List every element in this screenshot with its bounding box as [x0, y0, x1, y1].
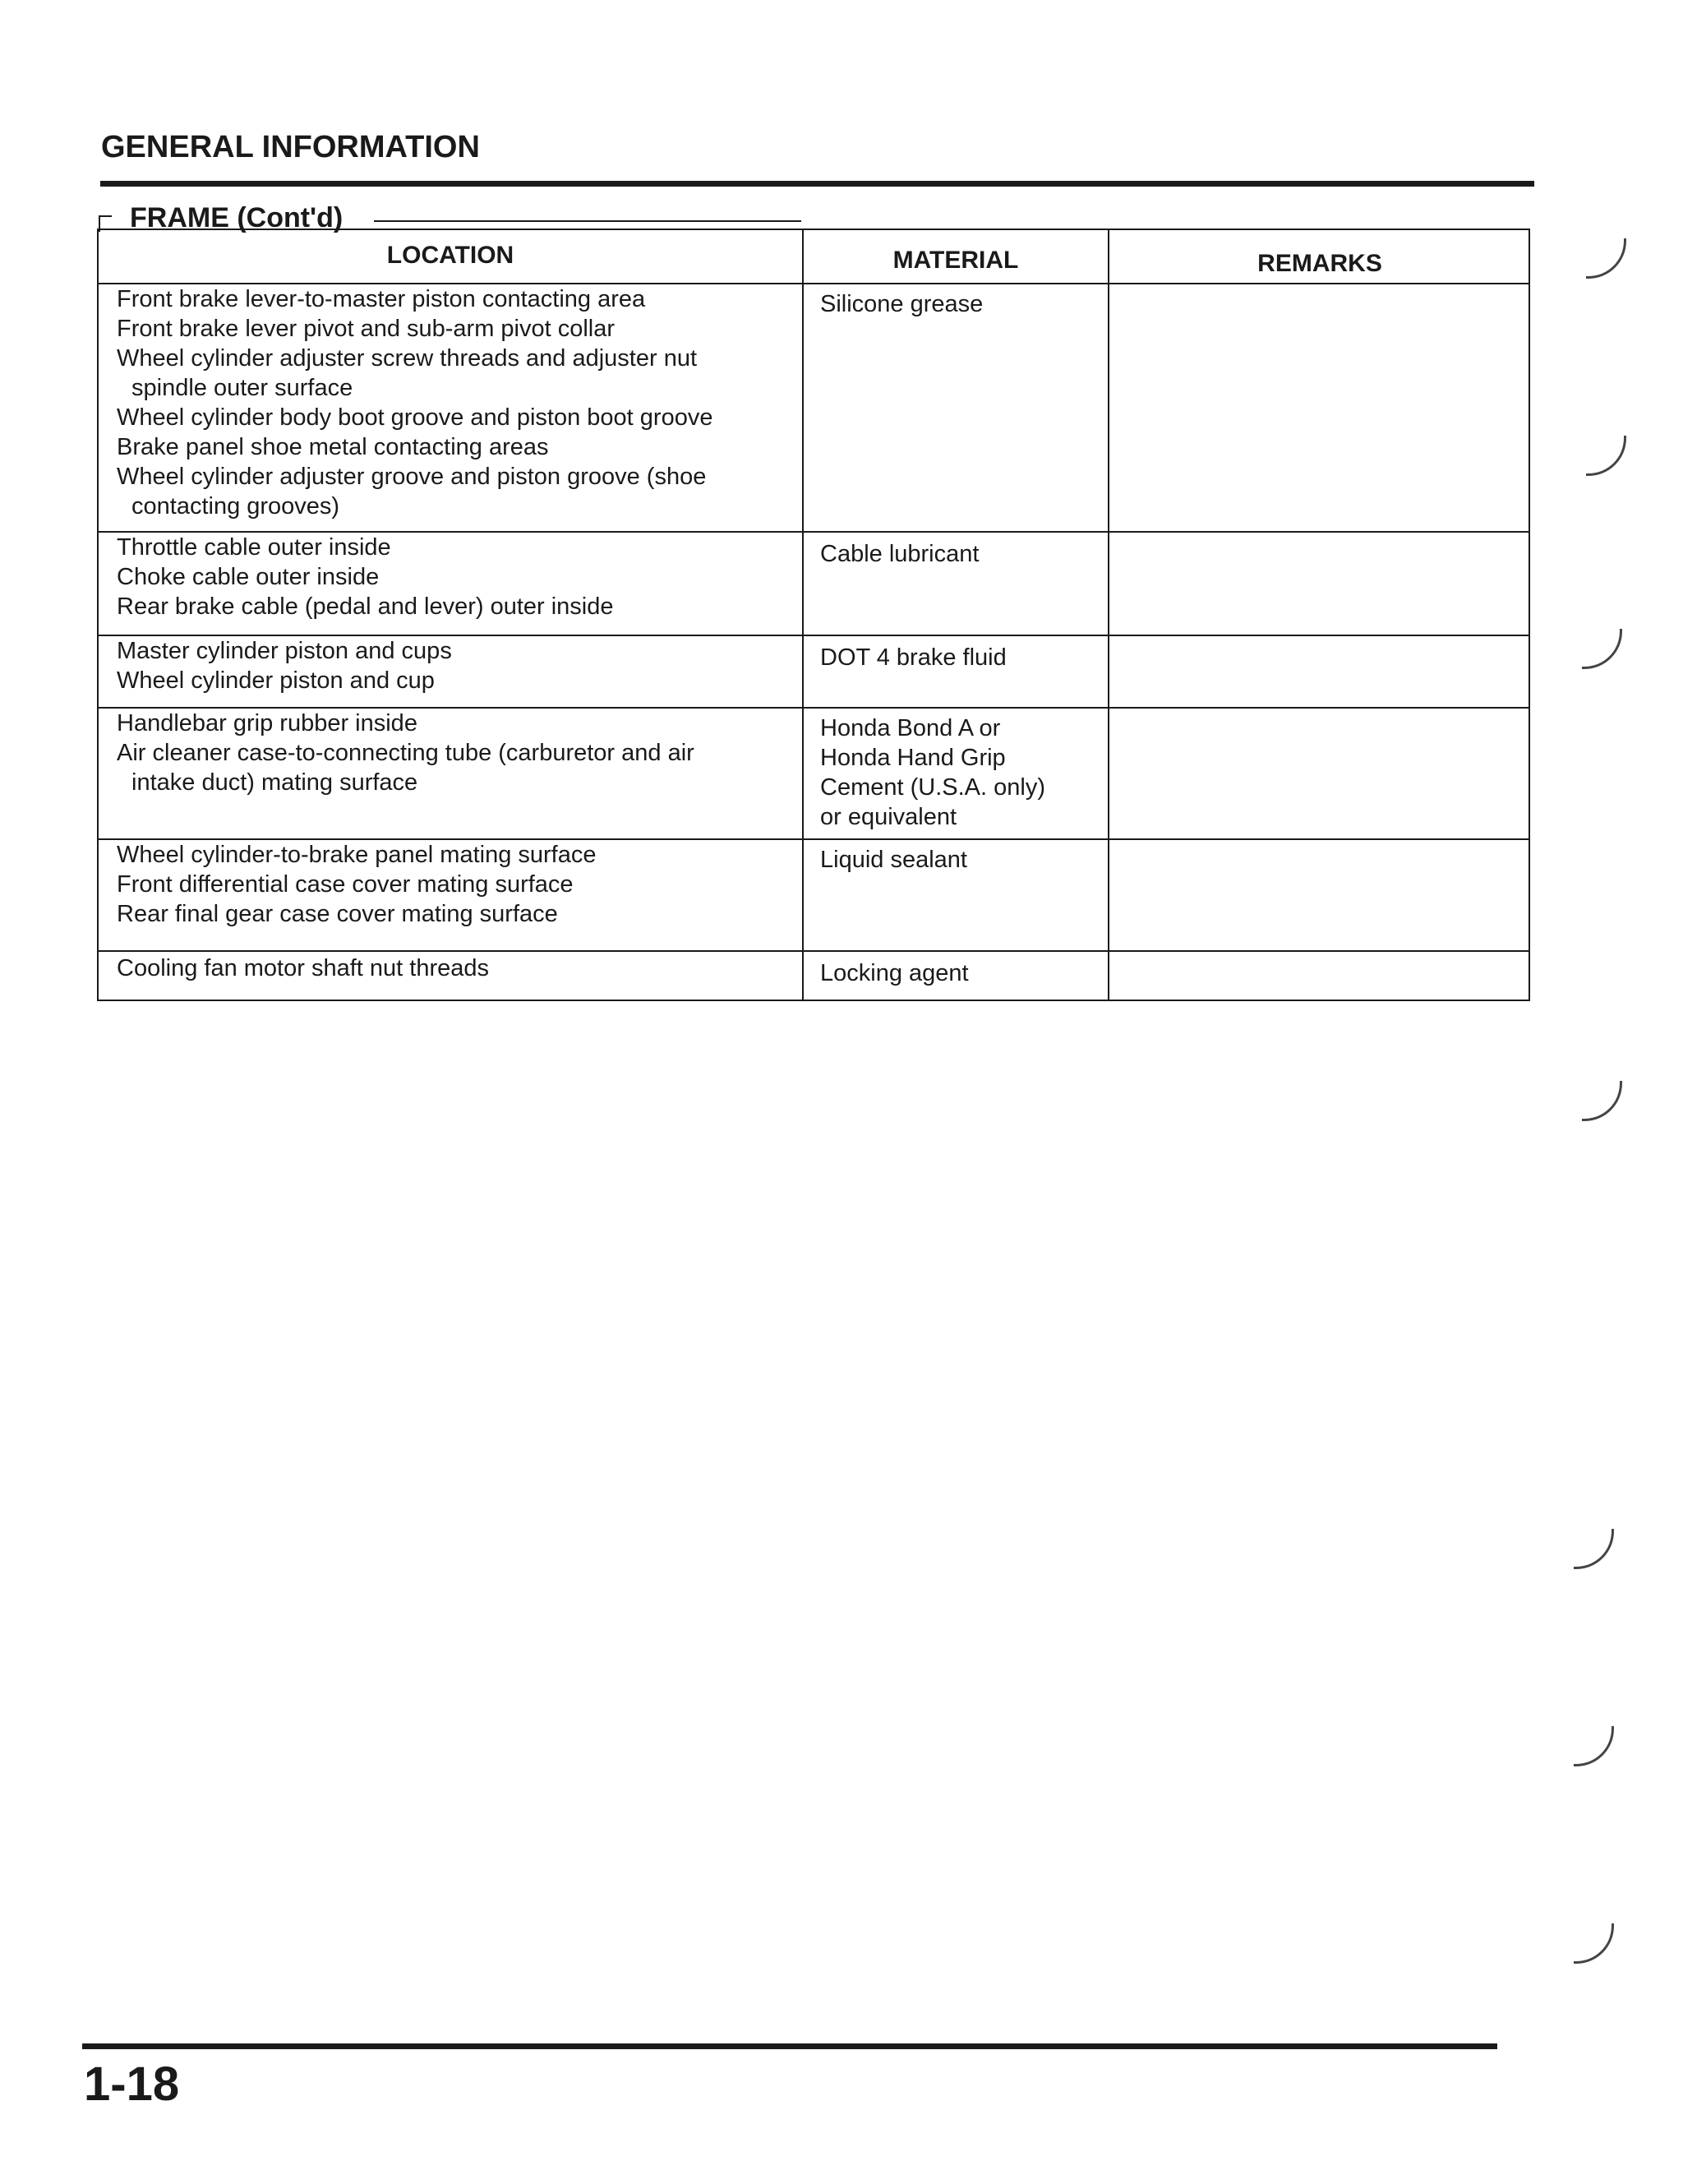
binder-hole-mark: [1586, 436, 1626, 476]
location-line: intake duct) mating surface: [131, 769, 418, 796]
material-line: Honda Hand Grip: [820, 745, 1006, 771]
row-rule: [99, 950, 1529, 952]
location-cell: [117, 840, 791, 929]
material-cell: [820, 845, 1100, 875]
material-line: Silicone grease: [820, 291, 984, 317]
location-cell: [117, 953, 791, 983]
location-line: Front differential case cover mating surface: [117, 871, 574, 898]
location-line: Front brake lever-to-master piston contacting area: [117, 286, 646, 312]
binder-hole-mark: [1574, 1726, 1614, 1766]
binder-hole-mark: [1574, 1923, 1614, 1964]
column-divider-material: [1108, 230, 1109, 1000]
location-line: Front brake lever pivot and sub-arm pivot collar: [117, 316, 616, 342]
material-line: DOT 4 brake fluid: [820, 644, 1007, 671]
lubrication-table: [97, 229, 1530, 1001]
material-cell: [820, 289, 1100, 319]
location-line: Master cylinder piston and cups: [117, 638, 452, 664]
subsection-rule: [374, 220, 801, 222]
section-title-rule: [100, 181, 1534, 187]
material-line: Cable lubricant: [820, 541, 980, 567]
binder-hole-mark: [1582, 629, 1622, 669]
material-line: Liquid sealant: [820, 847, 967, 873]
column-divider-location: [802, 230, 804, 1000]
material-line: Cement (U.S.A. only): [820, 774, 1045, 801]
material-cell: [820, 713, 1100, 832]
location-cell: [117, 533, 791, 621]
column-header-material: MATERIAL: [892, 247, 1019, 274]
location-line: Wheel cylinder-to-brake panel mating surface: [117, 842, 597, 868]
location-line: Choke cable outer inside: [117, 564, 380, 590]
location-cell: [117, 636, 791, 695]
location-line: Wheel cylinder adjuster groove and piston groove (shoe: [117, 464, 707, 490]
material-cell: [820, 643, 1100, 672]
binder-hole-mark: [1586, 238, 1626, 279]
subsection-title: FRAME (Cont'd): [130, 202, 344, 233]
location-line: contacting grooves): [131, 493, 340, 519]
material-line: Locking agent: [820, 960, 969, 986]
location-line: Throttle cable outer inside: [117, 534, 391, 561]
material-cell: [820, 958, 1100, 988]
location-line: Wheel cylinder piston and cup: [117, 667, 435, 694]
location-line: Wheel cylinder adjuster screw threads and adjuster nut: [117, 345, 698, 372]
location-line: Handlebar grip rubber inside: [117, 710, 417, 736]
binder-hole-mark: [1582, 1081, 1622, 1121]
page-number: 1-18: [84, 2057, 180, 2111]
location-line: Brake panel shoe metal contacting areas: [117, 434, 549, 460]
location-line: Air cleaner case-to-connecting tube (carburetor and air: [117, 740, 694, 766]
material-line: or equivalent: [820, 804, 957, 830]
location-line: Rear final gear case cover mating surface: [117, 901, 558, 927]
material-line: Honda Bond A or: [820, 715, 1001, 741]
location-line: spindle outer surface: [131, 375, 353, 401]
location-line: Cooling fan motor shaft nut threads: [117, 955, 489, 981]
footer-rule: [82, 2043, 1497, 2049]
location-cell: [117, 284, 791, 521]
section-title: GENERAL INFORMATION: [101, 130, 480, 164]
column-header-location: LOCATION: [386, 242, 514, 269]
location-line: Wheel cylinder body boot groove and piston boot groove: [117, 404, 713, 431]
material-cell: [820, 539, 1100, 569]
location-line: Rear brake cable (pedal and lever) outer inside: [117, 593, 614, 620]
column-header-remarks: REMARKS: [1257, 250, 1382, 277]
binder-hole-mark: [1574, 1529, 1614, 1569]
location-cell: [117, 709, 791, 797]
